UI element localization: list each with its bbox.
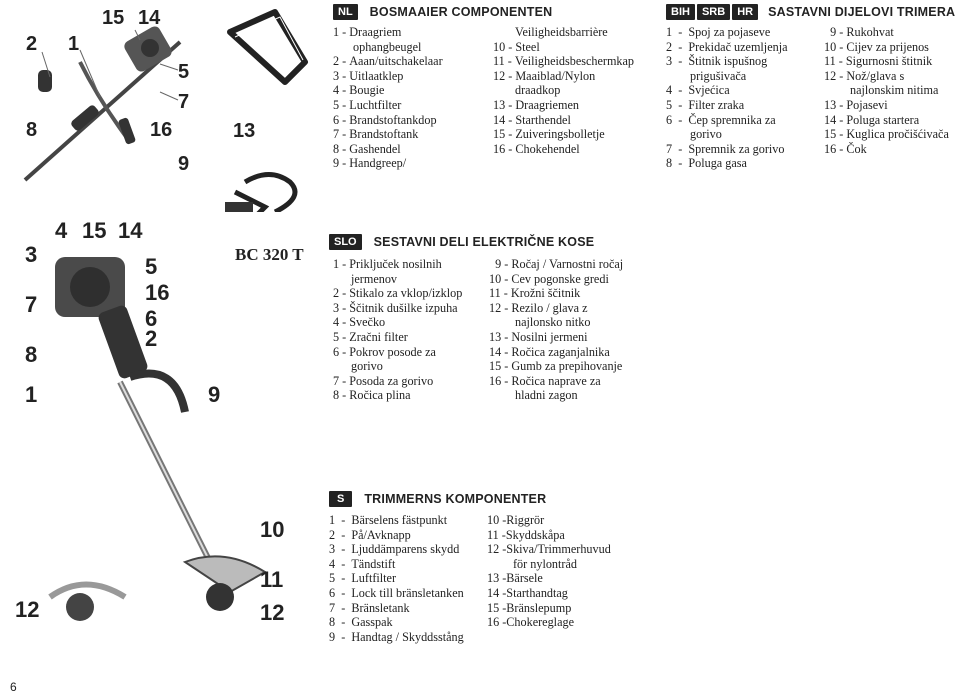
item-label: Ročica zaganjalnika: [511, 344, 610, 359]
item-number: 1 -: [666, 25, 689, 39]
item-label: Nosilni jermeni: [511, 329, 588, 344]
item-label: Svjećica: [688, 83, 730, 98]
item-label: Luftfilter: [351, 571, 397, 586]
item-label: Gashendel: [349, 141, 401, 156]
figure-trimmer-bottom: [10, 212, 320, 652]
item-label: Cijev za prijenos: [846, 39, 929, 54]
item-label: Ročica naprave za: [511, 373, 601, 388]
list-item: [487, 571, 657, 586]
item-number: 5 -: [333, 329, 350, 344]
language-badge-bih: BIH: [666, 4, 695, 20]
list-item: [333, 40, 498, 55]
item-number: 14 -: [493, 112, 516, 127]
item-label: Ročica plina: [349, 388, 411, 403]
list-item: [329, 601, 489, 616]
item-number: 11 -: [489, 286, 511, 301]
parts-list-col1: [333, 25, 498, 171]
item-label: Štitnik ispušnog: [688, 54, 768, 69]
item-number: 12 -: [824, 68, 847, 83]
section-title: SESTAVNI DELI ELEKTRIČNE KOSE: [373, 235, 595, 249]
language-badge-srb: SRB: [697, 4, 730, 20]
list-item: [489, 286, 659, 301]
list-item: [333, 286, 493, 301]
list-item: [493, 113, 668, 128]
list-item: [666, 98, 821, 113]
parts-list-col2: [487, 513, 657, 630]
item-number: 13 -: [487, 571, 507, 586]
item-number: 14 -: [489, 344, 512, 359]
list-item: [493, 40, 668, 55]
item-label: prigušivača: [690, 68, 747, 83]
item-label: Poluga startera: [846, 112, 920, 127]
language-badge: S: [329, 491, 352, 507]
list-item: [666, 40, 821, 55]
list-item: [824, 40, 959, 55]
item-label: Starthandtag: [506, 585, 568, 600]
list-item: [489, 388, 659, 403]
item-number: 8 -: [333, 141, 350, 156]
list-item: [666, 54, 821, 69]
list-item: [824, 113, 959, 128]
item-number: 6 -: [333, 344, 350, 359]
list-item: [333, 113, 498, 128]
item-label: Bränsletank: [351, 600, 410, 615]
section-bih: [666, 3, 956, 171]
list-item: [824, 98, 959, 113]
item-label: Chokehendel: [515, 141, 580, 156]
item-number: 3 -: [329, 542, 352, 557]
list-item: [333, 69, 498, 84]
list-item: [493, 142, 668, 157]
item-number: 1 -: [329, 513, 352, 527]
figure-harness: [215, 2, 320, 227]
list-item: [329, 586, 489, 601]
item-label: Prekidač uzemljenja: [688, 39, 788, 54]
list-item: [493, 25, 668, 40]
item-number: 2 -: [333, 286, 350, 301]
item-label: Nož/glava s: [846, 68, 905, 83]
section-title: SASTAVNI DIJELOVI TRIMERA: [768, 5, 956, 19]
list-item: [329, 630, 489, 645]
fig-label-12b: 12: [260, 600, 285, 625]
item-number: 5 -: [333, 97, 350, 112]
item-number: 11 -: [824, 54, 846, 69]
item-label: Rukohvat: [846, 25, 894, 39]
item-label: Bärsele: [506, 571, 543, 586]
list-item: [487, 513, 657, 528]
item-number: 4 -: [333, 315, 350, 330]
fig-label-14b: 14: [118, 218, 143, 243]
list-item: [333, 98, 498, 113]
fig-label-13: 13: [233, 120, 256, 142]
item-label: Filter zraka: [688, 97, 745, 112]
parts-list-col1: [329, 513, 489, 644]
list-item: [666, 25, 821, 40]
item-number: 10 -: [493, 39, 516, 54]
list-item: [666, 83, 821, 98]
item-number: 12 -: [487, 542, 507, 557]
fig-label-10: 10: [260, 517, 285, 542]
fig-label-14: 14: [138, 7, 161, 29]
item-number: 15 -: [487, 600, 507, 615]
item-number: 8 -: [329, 615, 352, 630]
item-label: Brandstoftank: [349, 127, 419, 142]
item-number: 7 -: [666, 141, 689, 156]
item-label: gorivo: [690, 127, 722, 142]
fig-label-7b: 7: [25, 292, 38, 317]
item-number: 3 -: [333, 68, 350, 83]
item-label: Maaiblad/Nylon: [515, 68, 596, 83]
item-label: Lock till bränsletanken: [351, 585, 464, 600]
item-number: 11 -: [487, 527, 506, 542]
list-item: [824, 25, 959, 40]
item-label: Stikalo za vklop/izklop: [349, 286, 463, 301]
item-label: Draagriem: [349, 25, 402, 39]
item-number: 12 -: [489, 300, 512, 315]
list-item: [333, 257, 493, 272]
item-number: 6 -: [666, 112, 689, 127]
list-item: [487, 586, 657, 601]
item-number: 14 -: [824, 112, 847, 127]
fig-label-15: 15: [102, 7, 125, 29]
fig-label-3: 3: [25, 242, 38, 267]
list-item: [493, 54, 668, 69]
item-label: Luchtfilter: [349, 97, 402, 112]
list-item: [489, 330, 659, 345]
item-number: 4 -: [666, 83, 689, 98]
item-label: Ročaj / Varnostni ročaj: [511, 257, 624, 271]
model-label: BC 320 T: [235, 245, 304, 264]
list-item: [487, 557, 657, 572]
list-item: [666, 127, 821, 142]
list-item: [333, 25, 498, 40]
item-label: Gasspak: [351, 615, 393, 630]
list-item: [489, 374, 659, 389]
item-label: Handgreep/: [349, 156, 407, 171]
item-label: På/Avknapp: [351, 527, 411, 542]
item-number: 14 -: [487, 585, 507, 600]
section-nl: [333, 3, 653, 171]
item-label: Brandstoftankdop: [349, 112, 437, 127]
item-label: Tändstift: [351, 556, 396, 571]
item-number: 16 -: [824, 141, 847, 156]
item-label: för nylontråd: [513, 556, 577, 571]
fig-label-9b: 9: [208, 382, 221, 407]
item-number: 7 -: [333, 373, 350, 388]
list-item: [329, 615, 489, 630]
language-badge: SLO: [329, 234, 362, 250]
list-item: [666, 142, 821, 157]
list-item: [333, 359, 493, 374]
fig-label-6b: 6: [145, 306, 158, 331]
item-label: Čok: [846, 141, 867, 156]
item-number: 6 -: [333, 112, 350, 127]
fig-label-16: 16: [150, 119, 173, 141]
item-label: Chokereglage: [506, 615, 574, 630]
language-badge-hr: HR: [732, 4, 758, 20]
list-item: [487, 528, 657, 543]
fig-label-2b: 2: [145, 326, 158, 351]
item-label: Priključek nosilnih: [349, 257, 442, 271]
item-number: 3 -: [333, 300, 350, 315]
fig-label-15b: 15: [82, 218, 107, 243]
list-item: [824, 54, 959, 69]
fig-label-2: 2: [26, 33, 38, 55]
list-item: [487, 542, 657, 557]
list-item: [333, 156, 498, 171]
item-label: Čep spremnika za: [688, 112, 776, 127]
fig-label-9: 9: [178, 153, 190, 175]
item-number: 13 -: [493, 97, 516, 112]
item-label: Gumb za prepihovanje: [511, 359, 623, 374]
item-label: ophangbeugel: [353, 39, 422, 54]
list-item: [489, 301, 659, 316]
item-number: 16 -: [489, 373, 512, 388]
section-slo: [329, 233, 659, 403]
item-label: hladni zagon: [515, 388, 578, 403]
item-number: 4 -: [333, 83, 350, 98]
item-number: 4 -: [329, 556, 352, 571]
item-number: 1 -: [333, 257, 350, 271]
item-number: 12 -: [493, 68, 516, 83]
item-number: 10 -: [487, 513, 507, 527]
item-number: 9 -: [489, 257, 512, 271]
item-label: Ščitnik dušilke izpuha: [349, 300, 458, 315]
item-label: Bränslepump: [506, 600, 572, 615]
list-item: [824, 69, 959, 84]
item-label: Skyddskåpa: [505, 527, 565, 542]
item-label: Krožni ščitnik: [510, 286, 581, 301]
list-item: [493, 127, 668, 142]
item-label: Sigurnosni štitnik: [845, 54, 933, 69]
list-item: [333, 272, 493, 287]
item-number: 16 -: [487, 615, 507, 630]
item-label: Starthendel: [515, 112, 571, 127]
item-number: 15 -: [489, 359, 512, 374]
parts-list-col2: [489, 257, 659, 403]
list-item: [329, 557, 489, 572]
item-number: 9 -: [824, 25, 847, 39]
fig-label-16b: 16: [145, 280, 170, 305]
section-header: [333, 3, 653, 21]
item-label: gorivo: [351, 359, 383, 374]
list-item: [666, 113, 821, 128]
item-label: Zračni filter: [349, 329, 408, 344]
item-number: 13 -: [489, 329, 512, 344]
item-number: 7 -: [333, 127, 350, 142]
item-number: 8 -: [333, 388, 350, 403]
fig-label-5b: 5: [145, 254, 158, 279]
item-label: Bougie: [349, 83, 385, 98]
fig-label-11: 11: [260, 567, 284, 592]
item-number: 7 -: [329, 600, 352, 615]
section-header: [329, 490, 659, 508]
item-number: 2 -: [666, 39, 689, 54]
item-label: Steel: [515, 39, 540, 54]
item-label: Cev pogonske gredi: [511, 271, 609, 286]
fig-label-5: 5: [178, 61, 190, 83]
item-number: 5 -: [329, 571, 352, 586]
list-item: [333, 127, 498, 142]
item-number: 11 -: [493, 54, 515, 69]
list-item: [666, 69, 821, 84]
fig-label-7: 7: [178, 91, 190, 113]
item-label: najlonskim nitima: [850, 83, 939, 98]
item-label: Pojasevi: [846, 97, 888, 112]
list-item: [489, 257, 659, 272]
item-number: 8 -: [666, 156, 689, 171]
item-label: Spremnik za gorivo: [688, 141, 785, 156]
item-number: 2 -: [329, 527, 352, 542]
item-label: Skiva/Trimmerhuvud: [506, 542, 611, 557]
list-item: [489, 315, 659, 330]
list-item: [333, 388, 493, 403]
item-number: 10 -: [489, 271, 512, 286]
item-label: Posoda za gorivo: [349, 373, 434, 388]
list-item: [493, 83, 668, 98]
list-item: [333, 374, 493, 389]
item-label: Aaan/uitschakelaar: [349, 54, 443, 69]
item-number: 15 -: [493, 127, 516, 142]
list-item: [824, 127, 959, 142]
fig-label-1b: 1: [25, 382, 38, 407]
item-number: 13 -: [824, 97, 847, 112]
figure-trimmer-top: [10, 2, 210, 187]
item-number: 9 -: [333, 156, 350, 171]
section-header: [666, 3, 956, 21]
list-item: [329, 513, 489, 528]
list-item: [333, 330, 493, 345]
item-label: Bärselens fästpunkt: [351, 513, 448, 527]
item-label: Poluga gasa: [688, 156, 747, 171]
item-number: 3 -: [666, 54, 689, 69]
section-title: BOSMAAIER COMPONENTEN: [369, 5, 553, 19]
list-item: [493, 98, 668, 113]
section-s: [329, 490, 659, 644]
item-label: Uitlaatklep: [349, 68, 404, 83]
parts-list-col2: [824, 25, 959, 156]
item-label: Rezilo / glava z: [511, 300, 588, 315]
list-item: [489, 345, 659, 360]
item-label: jermenov: [351, 271, 398, 286]
item-number: 15 -: [824, 127, 847, 142]
section-title: TRIMMERNS KOMPONENTER: [364, 492, 547, 506]
fig-label-4: 4: [55, 218, 68, 243]
item-label: Veiligheidsbeschermkap: [514, 54, 635, 69]
item-label: Svečko: [349, 315, 386, 330]
item-label: draadkop: [515, 83, 561, 98]
item-label: Handtag / Skyddsstång: [351, 629, 464, 644]
page-number: 6: [10, 680, 17, 694]
list-item: [666, 156, 821, 171]
list-item: [329, 528, 489, 543]
list-item: [333, 345, 493, 360]
section-header: [329, 233, 659, 251]
list-item: [489, 359, 659, 374]
list-item: [329, 542, 489, 557]
list-item: [333, 142, 498, 157]
fig-label-12a: 12: [15, 597, 40, 622]
item-label: Pokrov posode za: [349, 344, 436, 359]
item-label: Kuglica pročišćivača: [846, 127, 949, 142]
list-item: [333, 301, 493, 316]
item-number: 9 -: [329, 629, 352, 644]
item-label: Ljuddämparens skydd: [351, 542, 460, 557]
list-item: [824, 142, 959, 157]
item-label: Draagriemen: [515, 97, 579, 112]
list-item: [487, 615, 657, 630]
item-number: 16 -: [493, 141, 516, 156]
list-item: [487, 601, 657, 616]
item-number: 5 -: [666, 97, 689, 112]
parts-list-col2: [493, 25, 668, 156]
item-label: Veiligheidsbarrière: [515, 25, 608, 39]
list-item: [329, 571, 489, 586]
fig-label-8: 8: [26, 119, 38, 141]
item-label: Riggrör: [506, 513, 545, 527]
item-number: 6 -: [329, 585, 352, 600]
parts-list-col1: [333, 257, 493, 403]
language-badge: NL: [333, 4, 358, 20]
item-label: najlonsko nitko: [515, 315, 591, 330]
item-label: Zuiveringsbolletje: [515, 127, 605, 142]
fig-label-1: 1: [68, 33, 80, 55]
list-item: [333, 315, 493, 330]
item-number: 1 -: [333, 25, 350, 39]
list-item: [489, 272, 659, 287]
fig-label-8b: 8: [25, 342, 38, 367]
item-label: Spoj za pojaseve: [688, 25, 771, 39]
list-item: [824, 83, 959, 98]
list-item: [493, 69, 668, 84]
parts-list-col1: [666, 25, 821, 171]
list-item: [333, 54, 498, 69]
list-item: [333, 83, 498, 98]
item-number: 10 -: [824, 39, 847, 54]
item-number: 2 -: [333, 54, 350, 69]
